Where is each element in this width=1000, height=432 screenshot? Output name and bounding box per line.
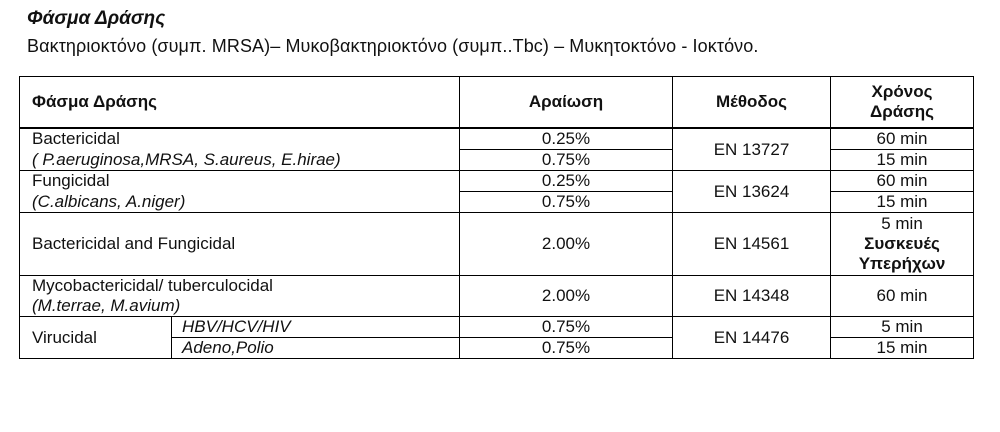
table-row [20, 213, 974, 276]
time-cell [831, 213, 974, 276]
dilution-cell: 0.75% [460, 192, 673, 213]
table-row [20, 150, 974, 171]
row-name-bact-fung: Bactericidal and Fungicidal [20, 213, 460, 276]
time-cell: 60 min [831, 128, 974, 150]
header-spectrum: Φάσμα Δράσης [20, 77, 460, 129]
time-value: 5 min [881, 214, 923, 233]
time-note-ultrasound: Υπερήχων [858, 254, 946, 273]
row-name-fungicidal: Fungicidal [20, 171, 460, 192]
myco-organisms: (M.terrae, M.avium) [32, 296, 181, 315]
virus-cell: HBV/HCV/HIV [172, 317, 460, 338]
table-row [20, 276, 974, 317]
time-cell: 15 min [831, 150, 974, 171]
method-cell: EN 14348 [673, 276, 831, 317]
method-cell: EN 13624 [673, 171, 831, 213]
header-time: Χρόνος Δράσης [831, 77, 974, 129]
dilution-cell: 0.75% [460, 317, 673, 338]
dilution-cell: 0.25% [460, 171, 673, 192]
time-cell: 60 min [831, 171, 974, 192]
dilution-cell: 0.75% [460, 150, 673, 171]
row-organisms-fungicidal: (C.albicans, A.niger) [20, 192, 460, 213]
spectrum-table [19, 76, 974, 359]
section-title: Φάσμα Δράσης [27, 8, 166, 29]
method-cell: EN 14476 [673, 317, 831, 359]
dilution-cell: 2.00% [460, 213, 673, 276]
table-row [20, 192, 974, 213]
method-cell: EN 14561 [673, 213, 831, 276]
table-row [20, 171, 974, 192]
table-row [20, 317, 974, 338]
myco-name: Mycobactericidal/ tuberculocidal [32, 276, 273, 295]
row-name-virucidal: Virucidal [20, 317, 172, 359]
method-cell: EN 13727 [673, 128, 831, 171]
time-cell: 15 min [831, 192, 974, 213]
row-name-myco [20, 276, 460, 317]
row-organisms-bactericidal: ( P.aeruginosa,MRSA, S.aureus, E.hirae) [20, 150, 460, 171]
time-cell: 60 min [831, 276, 974, 317]
section-subtitle: Βακτηριοκτόνο (συμπ. MRSA)– Μυκοβακτηριοκτόνο (συμπ..Tbc) – Μυκητοκτόνο - Ιοκτόνο. [27, 36, 759, 56]
dilution-cell: 0.25% [460, 128, 673, 150]
time-note-devices: Συσκευές [864, 234, 940, 253]
table-row [20, 128, 974, 150]
dilution-cell: 0.75% [460, 338, 673, 359]
header-method: Μέθοδος [673, 77, 831, 129]
table-header-row [20, 77, 974, 129]
dilution-cell: 2.00% [460, 276, 673, 317]
header-dilution: Αραίωση [460, 77, 673, 129]
virus-cell: Adeno,Polio [172, 338, 460, 359]
row-name-bactericidal: Bactericidal [20, 128, 460, 150]
time-cell: 5 min [831, 317, 974, 338]
time-cell: 15 min [831, 338, 974, 359]
